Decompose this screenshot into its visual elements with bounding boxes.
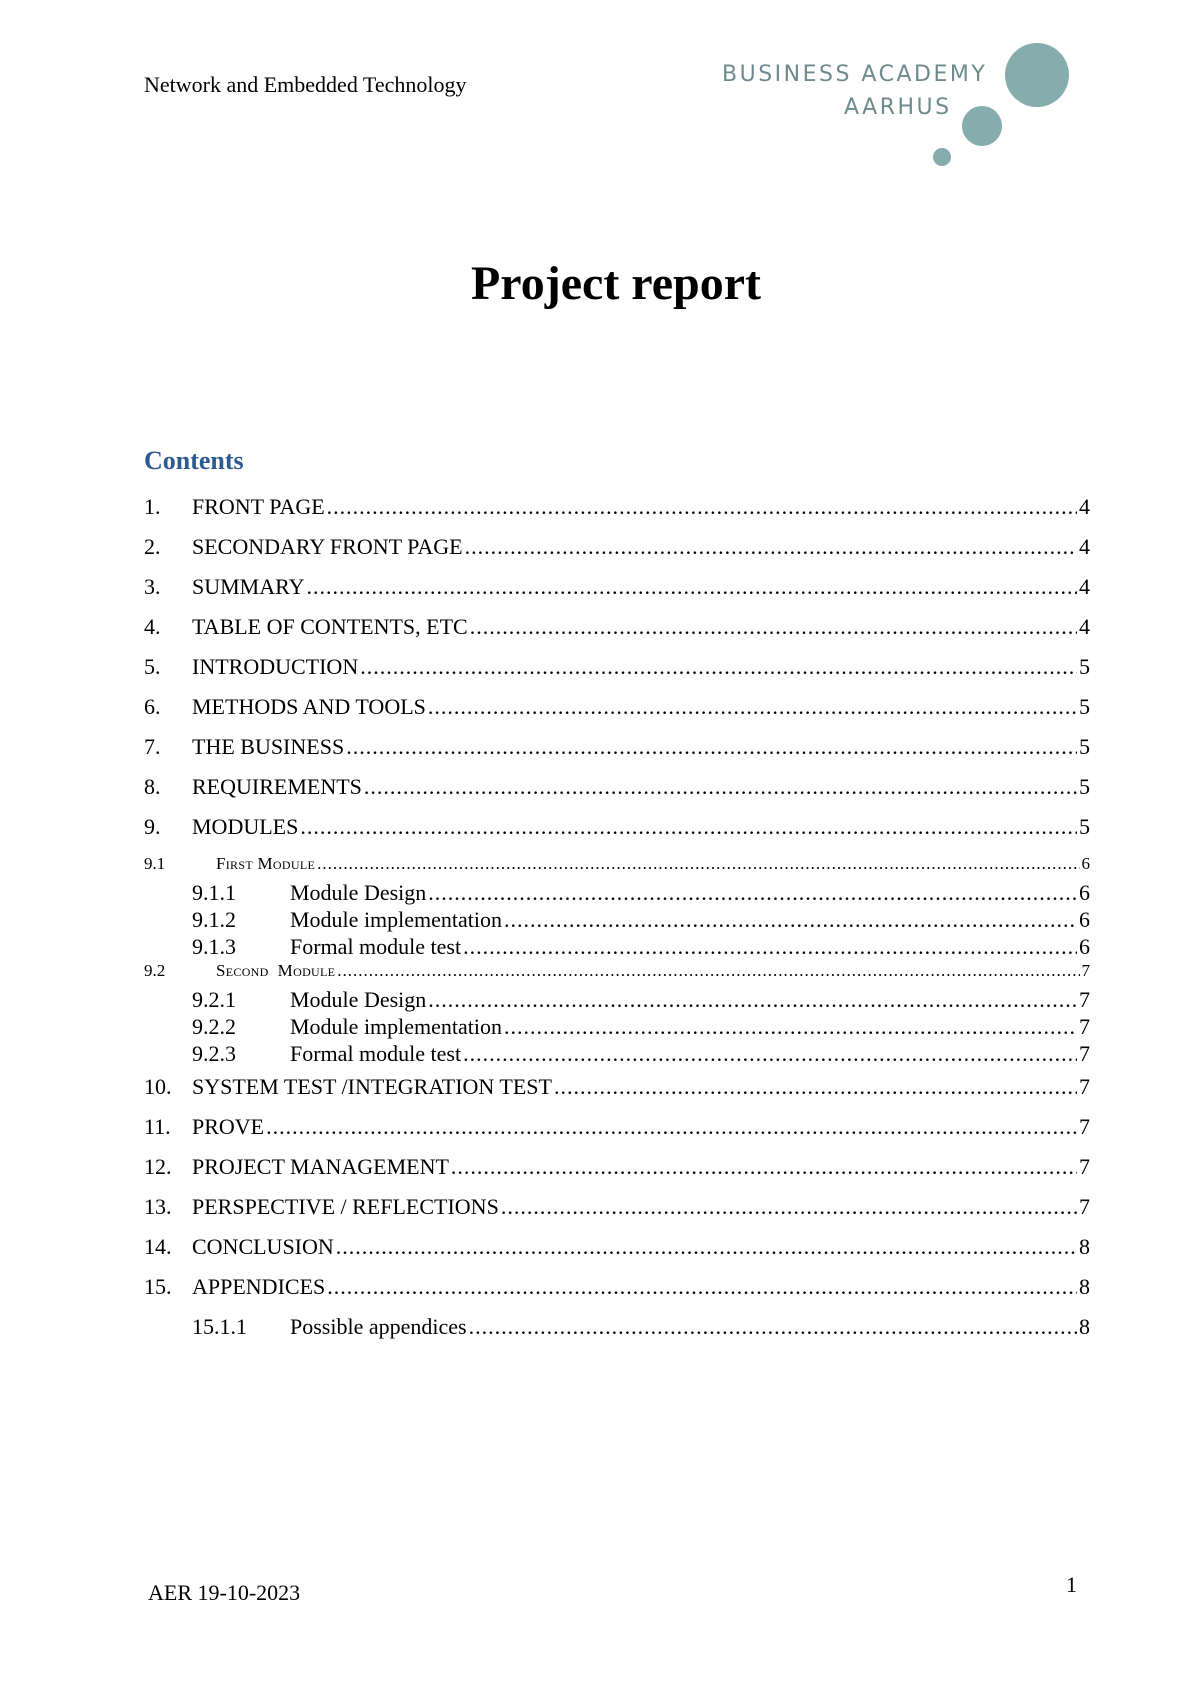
- toc-title: SYSTEM TEST /INTEGRATION TEST: [192, 1074, 552, 1099]
- toc-number: 14.: [144, 1234, 172, 1259]
- toc-entry[interactable]: [144, 734, 1090, 774]
- footer-author-date: AER 19-10-2023: [148, 1580, 301, 1605]
- toc-number: 10.: [144, 1074, 172, 1099]
- logo-dot-small: [933, 148, 951, 166]
- toc-leader: [463, 1041, 1077, 1067]
- toc-number: 11.: [144, 1114, 171, 1139]
- toc-page-number: 4: [1079, 614, 1090, 639]
- toc-entry[interactable]: [144, 880, 1090, 907]
- toc-entry[interactable]: [144, 1314, 1090, 1354]
- toc-entry[interactable]: [144, 814, 1090, 854]
- toc-page-number: 5: [1079, 654, 1090, 679]
- toc-page-number: 8: [1079, 1314, 1090, 1339]
- toc-page-number: 7: [1079, 1074, 1090, 1099]
- toc-entry[interactable]: [144, 907, 1090, 934]
- toc-entry[interactable]: [144, 534, 1090, 574]
- toc-leader: [465, 534, 1077, 560]
- toc-entry[interactable]: [144, 654, 1090, 694]
- toc-leader: [300, 814, 1077, 840]
- toc-title: THE BUSINESS: [192, 734, 345, 759]
- toc-entry[interactable]: [144, 774, 1090, 814]
- toc-page-number: 5: [1079, 774, 1090, 799]
- toc-title: APPENDICES: [192, 1274, 326, 1299]
- toc-title: PROJECT MANAGEMENT: [192, 1154, 449, 1179]
- toc-number: 3.: [144, 574, 161, 599]
- toc-leader: [504, 907, 1077, 933]
- toc-title: SECONDARY FRONT PAGE: [192, 534, 463, 559]
- toc-title: MODULES: [192, 814, 299, 839]
- toc-title: Module implementation: [290, 1014, 503, 1039]
- toc-number: 9.: [144, 814, 161, 839]
- toc-page-number: 5: [1079, 694, 1090, 719]
- toc-number: 9.1.1: [192, 880, 236, 905]
- toc-entry[interactable]: [144, 1234, 1090, 1274]
- table-of-contents: [144, 494, 1090, 1354]
- toc-number: 9.2: [144, 961, 166, 980]
- toc-title: CONCLUSION: [192, 1234, 334, 1259]
- toc-title: First Module: [216, 854, 316, 873]
- toc-page-number: 8: [1079, 1274, 1090, 1299]
- toc-number: 9.1.3: [192, 934, 236, 959]
- toc-number: 15.: [144, 1274, 172, 1299]
- toc-page-number: 7: [1079, 1014, 1090, 1039]
- toc-entry[interactable]: [144, 987, 1090, 1014]
- toc-number: 6.: [144, 694, 161, 719]
- toc-title: Module Design: [290, 880, 427, 905]
- toc-page-number: 7: [1081, 961, 1090, 980]
- toc-title: PROVE: [192, 1114, 265, 1139]
- toc-leader: [327, 1274, 1077, 1300]
- toc-number: 9.2.3: [192, 1041, 236, 1066]
- toc-page-number: 6: [1079, 934, 1090, 959]
- toc-entry[interactable]: [144, 1154, 1090, 1194]
- toc-title: INTRODUCTION: [192, 654, 359, 679]
- toc-page-number: 4: [1079, 494, 1090, 519]
- toc-entry[interactable]: [144, 1114, 1090, 1154]
- toc-number: 4.: [144, 614, 161, 639]
- toc-entry[interactable]: [144, 1074, 1090, 1114]
- toc-entry[interactable]: [144, 694, 1090, 734]
- toc-number: 2.: [144, 534, 161, 559]
- toc-number: 9.1: [144, 854, 166, 873]
- contents-heading: Contents: [144, 446, 244, 475]
- toc-entry[interactable]: [144, 961, 1090, 987]
- logo-dot-medium: [962, 106, 1002, 146]
- toc-page-number: 8: [1079, 1234, 1090, 1259]
- logo-text-line1: BUSINESS ACADEMY: [722, 62, 988, 87]
- toc-number: 8.: [144, 774, 161, 799]
- toc-page-number: 6: [1081, 854, 1090, 873]
- toc-page-number: 5: [1079, 814, 1090, 839]
- toc-leader: [360, 654, 1077, 680]
- toc-page-number: 7: [1079, 1194, 1090, 1219]
- toc-leader: [428, 987, 1077, 1013]
- toc-page-number: 7: [1079, 1114, 1090, 1139]
- toc-title: Possible appendices: [290, 1314, 467, 1339]
- logo-dot-large: [1005, 43, 1069, 107]
- toc-title: REQUIREMENTS: [192, 774, 362, 799]
- toc-leader: [317, 854, 1079, 874]
- toc-leader: [306, 574, 1077, 600]
- toc-entry[interactable]: [144, 614, 1090, 654]
- toc-title: TABLE OF CONTENTS, ETC: [192, 614, 468, 639]
- toc-title: Module implementation: [290, 907, 503, 932]
- toc-leader: [469, 1314, 1077, 1340]
- toc-number: 9.2.2: [192, 1014, 236, 1039]
- toc-title: SUMMARY: [192, 574, 305, 599]
- toc-title: PERSPECTIVE / REFLECTIONS: [192, 1194, 499, 1219]
- toc-number: 12.: [144, 1154, 172, 1179]
- toc-leader: [428, 694, 1077, 720]
- toc-leader: [336, 1234, 1077, 1260]
- toc-leader: [327, 494, 1077, 520]
- toc-title: Module Design: [290, 987, 427, 1012]
- toc-leader: [337, 961, 1079, 981]
- toc-entry[interactable]: [144, 1194, 1090, 1234]
- toc-leader: [346, 734, 1077, 760]
- toc-number: 9.1.2: [192, 907, 236, 932]
- toc-title: METHODS AND TOOLS: [192, 694, 426, 719]
- toc-title: Second Module: [216, 961, 336, 980]
- header-program-name: Network and Embedded Technology: [144, 72, 467, 97]
- toc-leader: [364, 774, 1077, 800]
- toc-number: 13.: [144, 1194, 172, 1219]
- toc-leader: [554, 1074, 1077, 1100]
- toc-page-number: 7: [1079, 1041, 1090, 1066]
- toc-leader: [463, 934, 1077, 960]
- toc-page-number: 7: [1079, 987, 1090, 1012]
- logo-text-line2: AARHUS: [844, 95, 952, 120]
- toc-page-number: 4: [1079, 534, 1090, 559]
- toc-entry[interactable]: [144, 854, 1090, 880]
- toc-entry[interactable]: [144, 1041, 1090, 1068]
- toc-leader: [504, 1014, 1077, 1040]
- toc-number: 7.: [144, 734, 161, 759]
- toc-leader: [428, 880, 1077, 906]
- toc-number: 9.2.1: [192, 987, 236, 1012]
- toc-page-number: 6: [1079, 907, 1090, 932]
- toc-page-number: 7: [1079, 1154, 1090, 1179]
- toc-entry[interactable]: [144, 934, 1090, 961]
- toc-entry[interactable]: [144, 1014, 1090, 1041]
- business-academy-logo: [722, 40, 1082, 170]
- toc-page-number: 4: [1079, 574, 1090, 599]
- toc-leader: [451, 1154, 1077, 1180]
- toc-page-number: 5: [1079, 734, 1090, 759]
- toc-page-number: 6: [1079, 880, 1090, 905]
- toc-leader: [470, 614, 1077, 640]
- toc-leader: [266, 1114, 1077, 1140]
- toc-entry[interactable]: [144, 1274, 1090, 1314]
- toc-leader: [501, 1194, 1077, 1220]
- footer-page-number: 1: [1066, 1572, 1077, 1597]
- toc-title: FRONT PAGE: [192, 494, 325, 519]
- toc-title: Formal module test: [290, 1041, 462, 1066]
- toc-entry[interactable]: [144, 574, 1090, 614]
- toc-entry[interactable]: [144, 494, 1090, 534]
- toc-number: 1.: [144, 494, 161, 519]
- toc-number: 5.: [144, 654, 161, 679]
- toc-title: Formal module test: [290, 934, 462, 959]
- document-title: Project report: [470, 257, 762, 310]
- toc-number: 15.1.1: [192, 1314, 247, 1339]
